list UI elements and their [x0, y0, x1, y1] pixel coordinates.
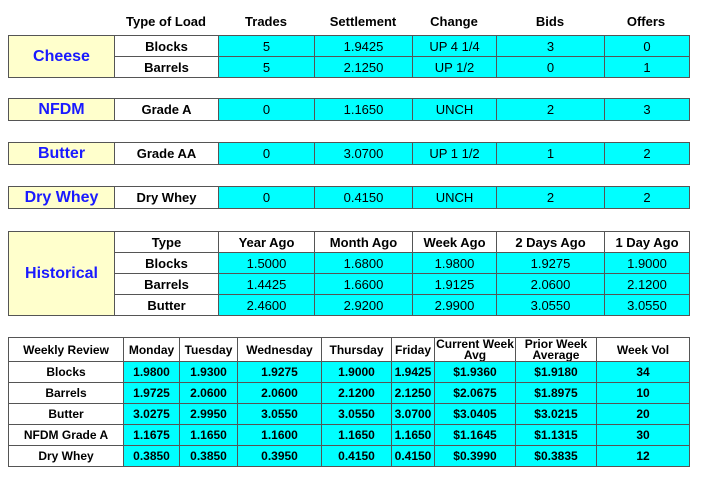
weekly-cell: 12 — [597, 446, 690, 467]
weekly-cell: 0.4150 — [392, 446, 435, 467]
weekly-cell: 30 — [597, 425, 690, 446]
historical-cell: 1.4425 — [219, 274, 315, 295]
weekly-cell: $0.3835 — [516, 446, 597, 467]
cheese-type: Barrels — [115, 57, 219, 78]
weekly-header: Friday — [392, 338, 435, 362]
weekly-cell: 0.3850 — [180, 446, 238, 467]
weekly-cell: $1.1645 — [435, 425, 516, 446]
drywhey-table — [8, 186, 690, 209]
table-row — [9, 404, 690, 425]
weekly-header: Wednesday — [238, 338, 322, 362]
table-row — [9, 425, 690, 446]
weekly-cell: 1.9800 — [124, 362, 180, 383]
table-row — [9, 362, 690, 383]
butter-bids: 1 — [497, 143, 605, 165]
butter-group-label: Butter — [9, 143, 115, 165]
header-offers: Offers — [626, 14, 666, 29]
drywhey-trades: 0 — [219, 187, 315, 209]
butter-change: UP 1 1/2 — [413, 143, 497, 165]
historical-cell: 1.9275 — [497, 253, 605, 274]
weekly-cell: $1.1315 — [516, 425, 597, 446]
butter-type: Grade AA — [115, 143, 219, 165]
historical-header: 2 Days Ago — [497, 232, 605, 253]
weekly-cell: $1.8975 — [516, 383, 597, 404]
weekly-cell: $1.9360 — [435, 362, 516, 383]
cheese-change: UP 1/2 — [413, 57, 497, 78]
cheese-offers: 0 — [605, 36, 690, 57]
weekly-cell: $1.9180 — [516, 362, 597, 383]
weekly-cell: 1.9300 — [180, 362, 238, 383]
weekly-type: Blocks — [9, 362, 124, 383]
weekly-cell: $2.0675 — [435, 383, 516, 404]
drywhey-bids: 2 — [497, 187, 605, 209]
table-row — [9, 446, 690, 467]
nfdm-trades: 0 — [219, 99, 315, 121]
weekly-cell: 0.3850 — [124, 446, 180, 467]
weekly-type: Butter — [9, 404, 124, 425]
historical-table — [8, 231, 690, 316]
weekly-type: Dry Whey — [9, 446, 124, 467]
butter-offers: 2 — [605, 143, 690, 165]
historical-cell: 3.0550 — [605, 295, 690, 316]
weekly-cell: 3.0700 — [392, 404, 435, 425]
cheese-trades: 5 — [219, 57, 315, 78]
drywhey-type: Dry Whey — [115, 187, 219, 209]
weekly-cell: 2.9950 — [180, 404, 238, 425]
header-type-of-load: Type of Load — [126, 14, 206, 29]
historical-header: Year Ago — [219, 232, 315, 253]
weekly-cell: 1.1675 — [124, 425, 180, 446]
cheese-table — [8, 35, 690, 78]
historical-cell: 1.9800 — [413, 253, 497, 274]
weekly-cell: $3.0405 — [435, 404, 516, 425]
historical-cell: 1.9125 — [413, 274, 497, 295]
butter-settlement: 3.0700 — [315, 143, 413, 165]
historical-header: Type — [115, 232, 219, 253]
historical-cell: 1.5000 — [219, 253, 315, 274]
historical-cell: 1.9000 — [605, 253, 690, 274]
weekly-cell: 1.1600 — [238, 425, 322, 446]
historical-cell: 2.1200 — [605, 274, 690, 295]
cheese-offers: 1 — [605, 57, 690, 78]
butter-trades: 0 — [219, 143, 315, 165]
weekly-cell: $0.3990 — [435, 446, 516, 467]
historical-type: Blocks — [115, 253, 219, 274]
weekly-cell: 34 — [597, 362, 690, 383]
header-bids: Bids — [535, 14, 565, 29]
nfdm-type: Grade A — [115, 99, 219, 121]
weekly-cell: 1.1650 — [322, 425, 392, 446]
weekly-cell: 20 — [597, 404, 690, 425]
historical-cell: 2.0600 — [497, 274, 605, 295]
weekly-header: Weekly Review — [9, 338, 124, 362]
cheese-type: Blocks — [115, 36, 219, 57]
historical-cell: 2.9900 — [413, 295, 497, 316]
nfdm-table — [8, 98, 690, 121]
weekly-cell: 1.9275 — [238, 362, 322, 383]
nfdm-change: UNCH — [413, 99, 497, 121]
historical-group-label: Historical — [9, 232, 115, 316]
weekly-type: Barrels — [9, 383, 124, 404]
historical-cell: 2.9200 — [315, 295, 413, 316]
historical-header: 1 Day Ago — [605, 232, 690, 253]
historical-cell: 1.6800 — [315, 253, 413, 274]
cheese-settlement: 2.1250 — [315, 57, 413, 78]
weekly-cell: 10 — [597, 383, 690, 404]
weekly-cell: $3.0215 — [516, 404, 597, 425]
cheese-bids: 0 — [497, 57, 605, 78]
drywhey-offers: 2 — [605, 187, 690, 209]
weekly-cell: 1.1650 — [392, 425, 435, 446]
drywhey-settlement: 0.4150 — [315, 187, 413, 209]
weekly-cell: 1.9725 — [124, 383, 180, 404]
historical-header: Week Ago — [413, 232, 497, 253]
weekly-header: Monday — [124, 338, 180, 362]
header-settlement: Settlement — [329, 14, 397, 29]
drywhey-group-label: Dry Whey — [9, 187, 115, 209]
weekly-type: NFDM Grade A — [9, 425, 124, 446]
weekly-review-table — [8, 337, 690, 467]
weekly-cell: 2.0600 — [180, 383, 238, 404]
weekly-header: Prior Week Average — [516, 338, 597, 362]
weekly-cell: 3.0275 — [124, 404, 180, 425]
nfdm-settlement: 1.1650 — [315, 99, 413, 121]
weekly-header: Current Week Avg — [436, 337, 514, 362]
weekly-cell: 0.4150 — [322, 446, 392, 467]
weekly-header: Thursday — [322, 338, 392, 362]
weekly-cell: 1.9425 — [392, 362, 435, 383]
weekly-cell: 2.1250 — [392, 383, 435, 404]
historical-cell: 3.0550 — [497, 295, 605, 316]
cheese-trades: 5 — [219, 36, 315, 57]
header-change: Change — [430, 14, 478, 29]
historical-type: Butter — [115, 295, 219, 316]
weekly-cell: 2.1200 — [322, 383, 392, 404]
historical-header: Month Ago — [315, 232, 413, 253]
weekly-header: Week Vol — [597, 338, 690, 362]
cheese-change: UP 4 1/4 — [413, 36, 497, 57]
drywhey-change: UNCH — [413, 187, 497, 209]
table-row — [9, 383, 690, 404]
weekly-cell: 3.0550 — [322, 404, 392, 425]
cheese-bids: 3 — [497, 36, 605, 57]
weekly-cell: 0.3950 — [238, 446, 322, 467]
historical-cell: 2.4600 — [219, 295, 315, 316]
weekly-cell: 3.0550 — [238, 404, 322, 425]
historical-cell: 1.6600 — [315, 274, 413, 295]
nfdm-offers: 3 — [605, 99, 690, 121]
butter-table — [8, 142, 690, 165]
weekly-header: Tuesday — [180, 338, 238, 362]
header-trades: Trades — [245, 14, 287, 29]
weekly-cell: 2.0600 — [238, 383, 322, 404]
nfdm-bids: 2 — [497, 99, 605, 121]
cheese-group-label: Cheese — [9, 36, 115, 78]
historical-type: Barrels — [115, 274, 219, 295]
cheese-settlement: 1.9425 — [315, 36, 413, 57]
weekly-cell: 1.9000 — [322, 362, 392, 383]
weekly-cell: 1.1650 — [180, 425, 238, 446]
nfdm-group-label: NFDM — [9, 99, 115, 121]
